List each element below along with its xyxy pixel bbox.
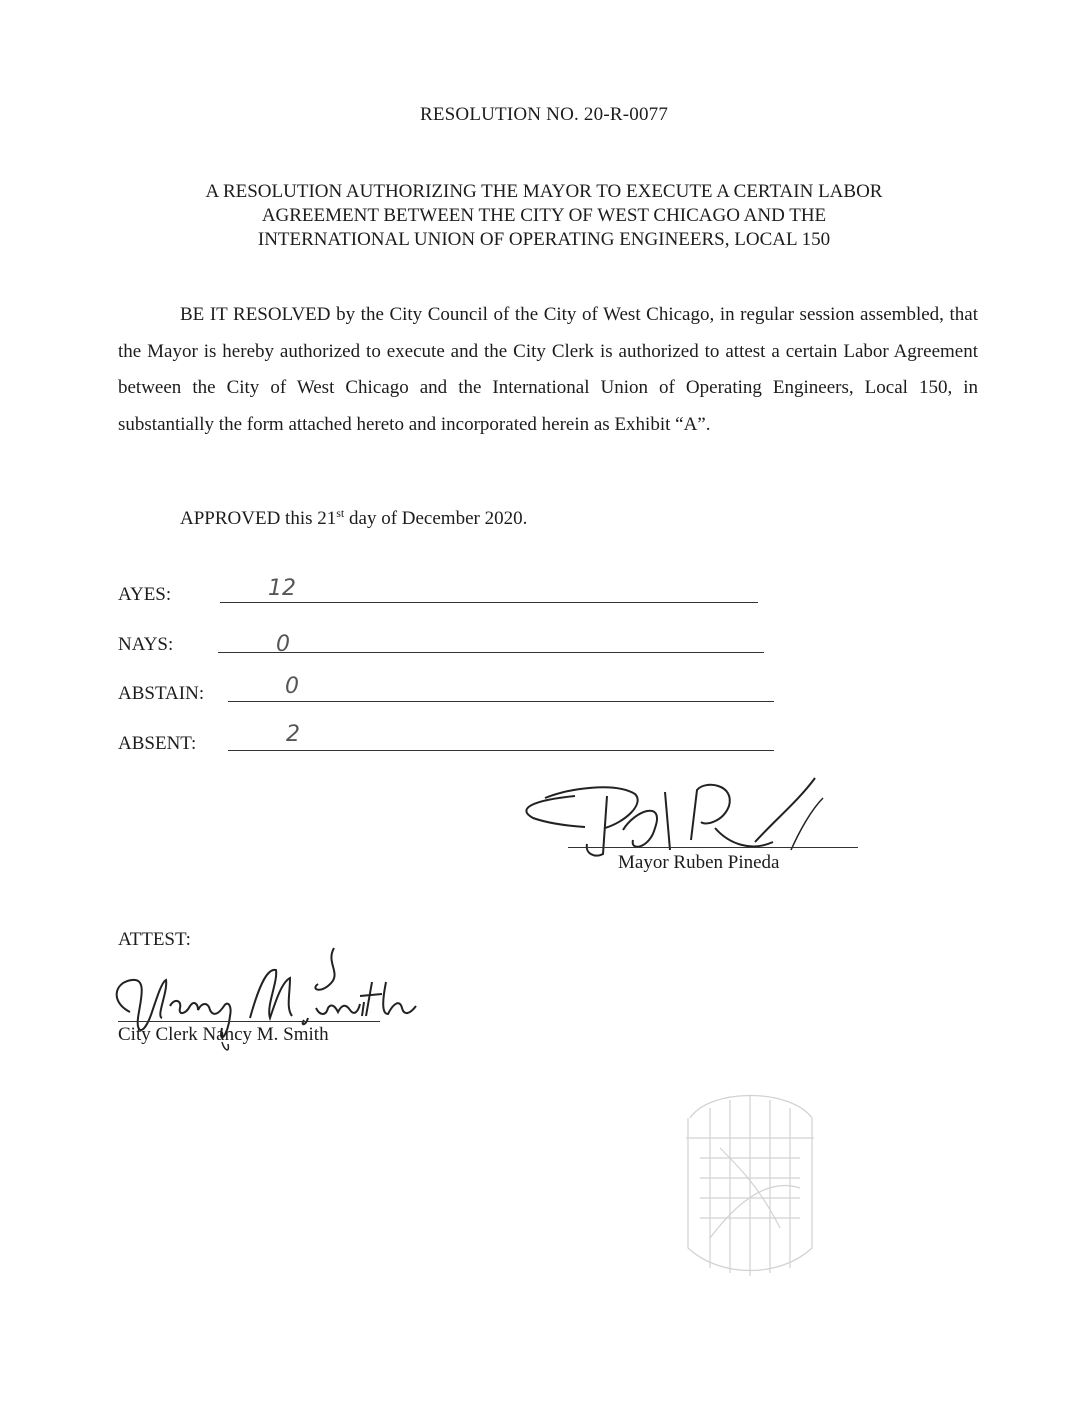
vote-label-nays: NAYS: bbox=[118, 634, 174, 655]
embossed-seal-image bbox=[680, 1078, 820, 1288]
resolution-number: RESOLUTION NO. 20-R-0077 bbox=[419, 104, 669, 125]
title-line: AGREEMENT BETWEEN THE CITY OF WEST CHICAGO AND THE bbox=[261, 205, 827, 226]
clerk-caption: City Clerk Nancy M. Smith bbox=[118, 1024, 329, 1045]
vote-value-ayes: 12 bbox=[268, 576, 296, 601]
resolution-title bbox=[120, 180, 968, 252]
resolution-body bbox=[118, 297, 978, 443]
vote-label-abstain: ABSTAIN: bbox=[118, 683, 205, 704]
vote-line bbox=[228, 750, 774, 751]
vote-line bbox=[228, 701, 774, 702]
vote-line bbox=[218, 652, 764, 653]
title-line: A RESOLUTION AUTHORIZING THE MAYOR TO EXECUTE A CERTAIN LABOR bbox=[205, 181, 883, 202]
clerk-signature-line bbox=[118, 1021, 380, 1022]
vote-label-ayes: AYES: bbox=[118, 584, 172, 605]
title-line: INTERNATIONAL UNION OF OPERATING ENGINEERS, LOCAL 150 bbox=[257, 229, 831, 250]
approval-ordinal: st bbox=[336, 506, 345, 520]
body-text: BE IT RESOLVED by the City Council of the City of West Chicago, in regular session assembled, that the Mayor is hereby authorized to execute and the City Clerk is authorized to attest a certain Labor Agreement between the City of West Chicago and the International Union of Operating Engineers, Local 150, in substantially the form attached hereto and incorporated herein as Exhibit “A”. bbox=[118, 304, 978, 435]
vote-value-abstain: 0 bbox=[285, 674, 299, 699]
approval-suffix: day of December 2020. bbox=[344, 508, 528, 529]
approval-date bbox=[180, 508, 527, 530]
approval-prefix: APPROVED this 21 bbox=[180, 508, 337, 529]
mayor-signature-line bbox=[568, 847, 858, 848]
vote-line bbox=[220, 602, 758, 603]
vote-value-absent: 2 bbox=[286, 722, 300, 747]
attest-label: ATTEST: bbox=[118, 929, 191, 950]
vote-label-absent: ABSENT: bbox=[118, 733, 197, 754]
vote-value-nays: 0 bbox=[276, 632, 290, 657]
mayor-caption: Mayor Ruben Pineda bbox=[618, 852, 780, 873]
